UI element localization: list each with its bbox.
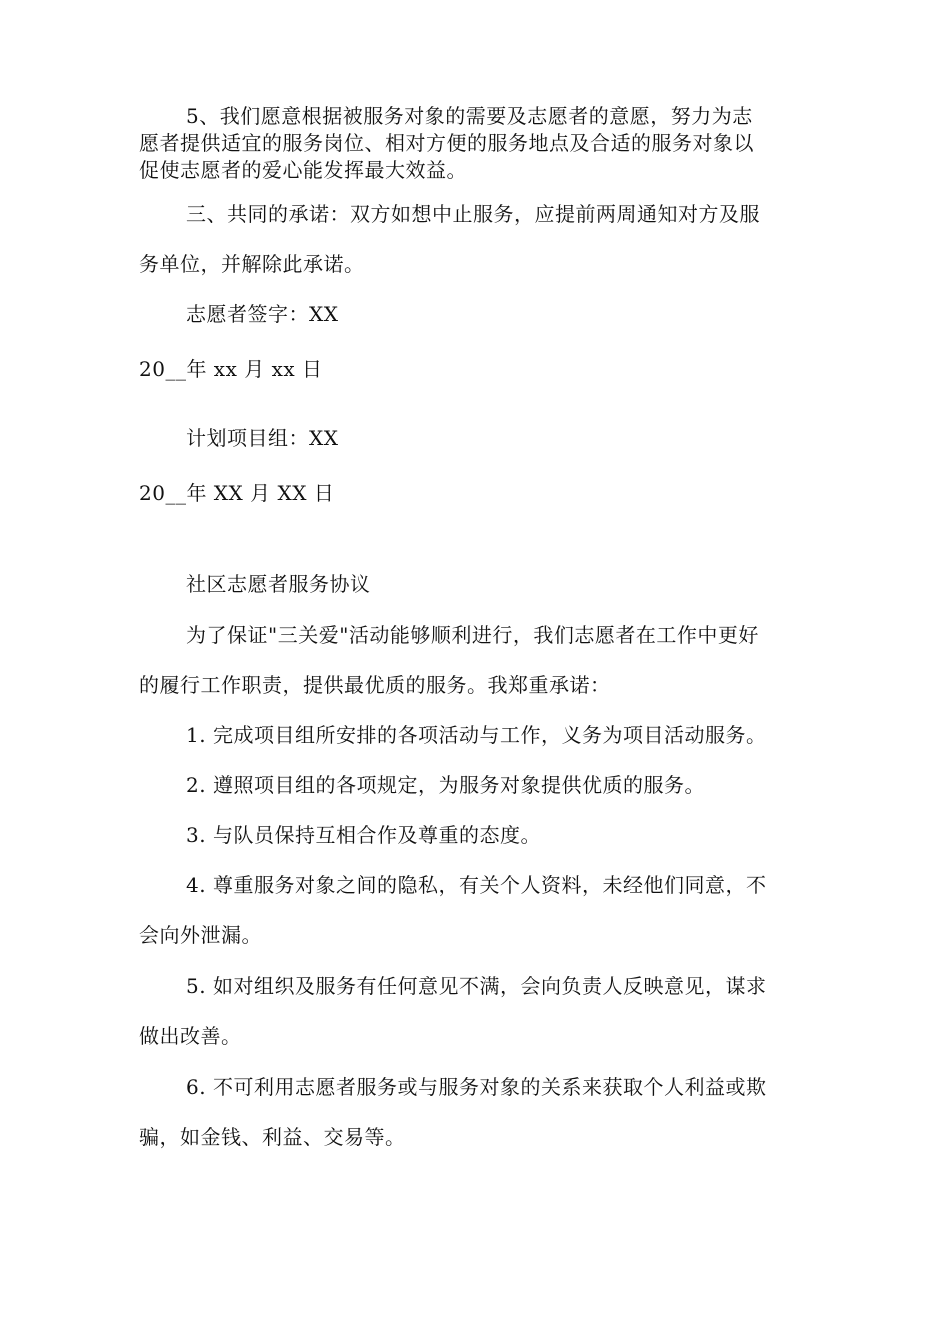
list-item: 1. 完成项目组所安排的各项活动与工作，义务为项目活动服务。	[186, 723, 767, 747]
paragraph-line: 为了保证"三关爱"活动能够顺利进行，我们志愿者在工作中更好	[186, 623, 759, 647]
section-title: 社区志愿者服务协议	[186, 572, 371, 596]
list-item: 4. 尊重服务对象之间的隐私，有关个人资料，未经他们同意，不	[186, 873, 767, 897]
paragraph-line: 的履行工作职责，提供最优质的服务。我郑重承诺：	[139, 673, 611, 697]
list-item: 5. 如对组织及服务有任何意见不满，会向负责人反映意见，谋求	[186, 974, 767, 998]
list-item-continuation: 骗，如金钱、利益、交易等。	[139, 1125, 406, 1149]
list-item: 2. 遵照项目组的各项规定，为服务对象提供优质的服务。	[186, 773, 705, 797]
list-item-continuation: 做出改善。	[139, 1024, 242, 1048]
volunteer-signature-line: 志愿者签字：XX	[186, 302, 339, 326]
list-item-continuation: 会向外泄漏。	[139, 923, 262, 947]
paragraph-line: 务单位，并解除此承诺。	[139, 252, 365, 276]
paragraph-line: 促使志愿者的爱心能发挥最大效益。	[139, 158, 467, 182]
paragraph-line: 5、我们愿意根据被服务对象的需要及志愿者的意愿，努力为志	[186, 104, 753, 128]
project-group-line: 计划项目组：XX	[186, 426, 339, 450]
date-line: 20__年 XX 月 XX 日	[139, 481, 335, 505]
date-line: 20__年 xx 月 xx 日	[139, 357, 323, 381]
list-item: 6. 不可利用志愿者服务或与服务对象的关系来获取个人利益或欺	[186, 1075, 767, 1099]
paragraph-line: 三、共同的承诺：双方如想中止服务，应提前两周通知对方及服	[186, 202, 760, 226]
paragraph-line: 愿者提供适宜的服务岗位、相对方便的服务地点及合适的服务对象以	[139, 131, 754, 155]
list-item: 3. 与队员保持互相合作及尊重的态度。	[186, 823, 541, 847]
